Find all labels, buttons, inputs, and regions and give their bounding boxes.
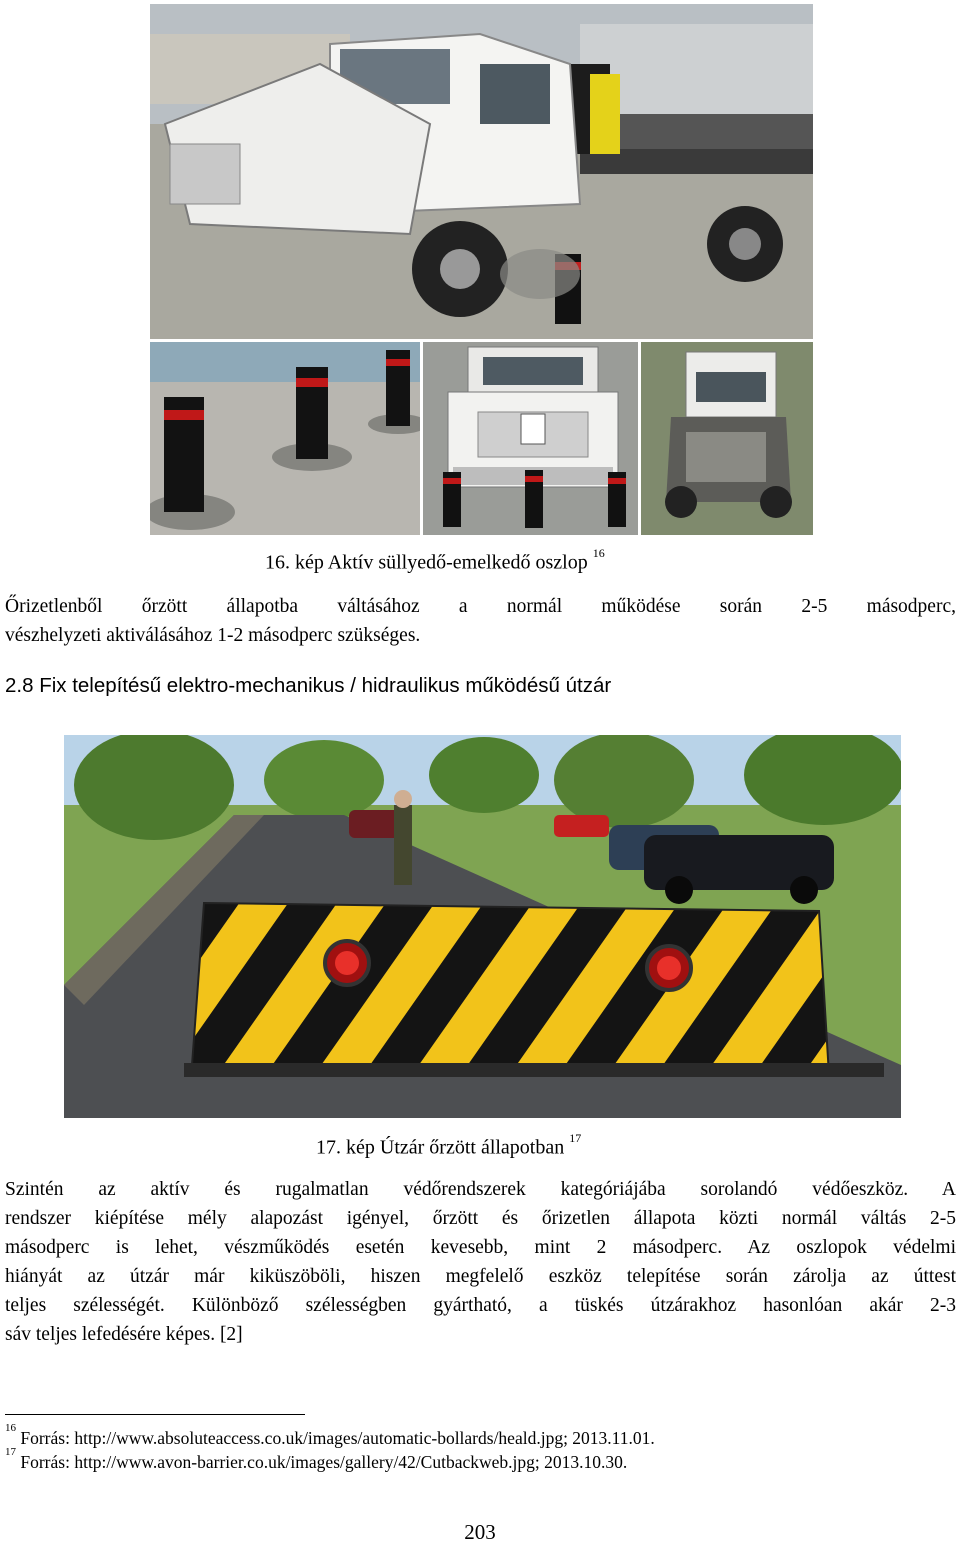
footnote-text: Forrás: http://www.avon-barrier.co.uk/images/gallery/42/Cutbackweb.jpg; 2013.10.30. — [20, 1452, 628, 1472]
truck-before-impact-photo — [423, 342, 638, 535]
paragraph-line: sáv teljes lefedésére képes. [2] — [5, 1324, 243, 1345]
truck-after-impact-photo — [641, 342, 813, 535]
footnote-16 — [5, 1422, 655, 1449]
paragraph-line: Őrizetlenből őrzött állapotba váltásához a normál működése során 2-5 másodperc, — [5, 596, 956, 617]
paragraph-line: Szintén az aktív és rugalmatlan védőrendszerek kategóriájába sorolandó védőeszköz. A — [5, 1179, 956, 1200]
paragraph-line: hiányát az útzár már kiküszöböli, hiszen megfelelő eszköz telepítése során zárolja az úttest — [5, 1266, 956, 1287]
footnote-number: 17 — [5, 1446, 16, 1459]
crash-test-truck-photo — [150, 4, 813, 339]
figure-17-caption — [316, 1131, 582, 1160]
footnote-number: 16 — [5, 1422, 16, 1435]
paragraph-line: teljes szélességét. Különböző szélességben gyártható, a tüskés útzárakhoz hasonlóan akár 2-3 — [5, 1295, 956, 1316]
section-heading: 2.8 Fix telepítésű elektro-mechanikus / hidraulikus működésű útzár — [5, 674, 612, 697]
figure-16-caption-text: 16. kép Aktív süllyedő-emelkedő oszlop — [265, 551, 588, 574]
figure-17-caption-text: 17. kép Útzár őrzött állapotban — [316, 1136, 565, 1159]
paragraph-line: rendszer kiépítése mély alapozást igényel, őrzött és őrizetlen állapota közti normál váltás 2-5 — [5, 1208, 956, 1229]
bollards-photo — [150, 342, 420, 535]
paragraph-line: vészhelyzeti aktiválásához 1-2 másodperc szükséges. — [5, 625, 421, 646]
road-barrier-photo — [64, 735, 901, 1118]
paragraph-activation-time — [5, 592, 956, 650]
page-number: 203 — [464, 1520, 496, 1544]
figure-16-footnote-ref: 16 — [592, 546, 605, 560]
footnote-17 — [5, 1446, 628, 1473]
footnote-separator — [5, 1414, 305, 1415]
paragraph-line: másodperc is lehet, vészműködés esetén kevesebb, mint 2 másodperc. Az oszlopok védelmi — [5, 1237, 956, 1258]
paragraph-barrier-description — [5, 1175, 956, 1349]
figure-17-footnote-ref: 17 — [569, 1131, 582, 1145]
figure-16-caption — [265, 546, 605, 575]
footnote-text: Forrás: http://www.absoluteaccess.co.uk/images/automatic-bollards/heald.jpg; 2013.11.01. — [20, 1428, 655, 1448]
